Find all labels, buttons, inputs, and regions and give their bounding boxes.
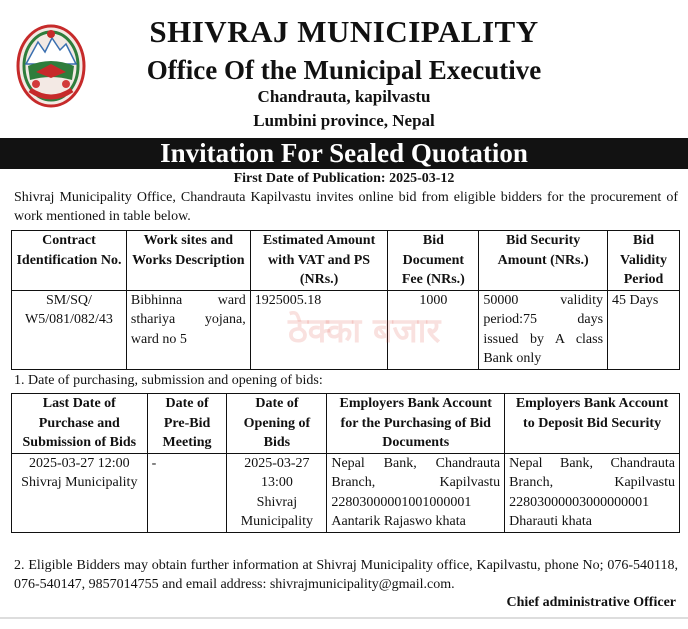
header-purchase-account: Employers Bank Account for the Purchasing of Bid Documents [327,394,505,454]
opening-place: Shivraj Municipality [240,494,314,529]
header-bid-validity: Bid Validity Period [608,231,680,291]
opening-date: 2025-03-27 [244,455,310,471]
cell-last-date: 2025-03-27 12:00 Shivraj Municipality [12,453,148,532]
header-contract-id: Contract Identification No. [12,231,127,291]
cell-opening [227,453,327,532]
bottom-divider [0,617,688,619]
cell-security: 50000 validity period:75 days issued by A class Bank only [479,290,608,369]
org-name: SHIVRAJ MUNICIPALITY [149,14,539,49]
cell-document-fee: 1000 [388,290,479,369]
table-header-row [12,394,680,454]
bid-details-table [11,230,680,370]
opening-time: 13:00 [260,475,293,490]
header-estimated-amount: Estimated Amount with VAT and PS (NRs.) [250,231,388,291]
address-line-1: Chandrauta, kapilvastu [257,87,431,106]
publication-date: First Date of Publication: 2025-03-12 [233,171,455,186]
bid-dates-table [11,393,680,533]
table-row [12,290,680,369]
header-document-fee: Bid Document Fee (NRs.) [388,231,479,291]
note-contact-info: 2. Eligible Bidders may obtain further information at Shivraj Municipality office, Kapilvastu, phone No; 076-540118, 076-540147, 9857014755 and email address: shivrajmunicipality@gmail.com. [14,558,678,592]
address-line-2: Lumbini province, Nepal [253,111,435,130]
table-header-row [12,231,680,291]
header-last-date: Last Date of Purchase and Submission of Bids [12,394,148,454]
intro-paragraph: Shivraj Municipality Office, Chandrauta Kapilvastu invites online bid from eligible bidders for the procurement of work mentioned in table below. [14,190,678,224]
header-work-description: Work sites and Works Description [126,231,250,291]
header-deposit-account: Employers Bank Account to Deposit Bid Security [505,394,680,454]
cell-validity: 45 Days [608,290,680,369]
notice-title-banner: Invitation For Sealed Quotation [0,138,688,169]
signature-title: Chief administrative Officer [506,595,676,610]
cell-purchase-account: Nepal Bank, Chandrauta Branch, Kapilvastu 22803000001001000001 Aantarik Rajaswo khata [327,453,505,532]
table-row [12,453,680,532]
cell-deposit-account: Nepal Bank, Chandrauta Branch, Kapilvastu 22803000003000000001 Dharauti khata [505,453,680,532]
office-name: Office Of the Municipal Executive [146,55,542,85]
header-opening-date: Date of Opening of Bids [227,394,327,454]
header-bid-security: Bid Security Amount (NRs.) [479,231,608,291]
cell-contract-id: SM/SQ/ W5/081/082/43 [12,290,127,369]
cell-prebid: - [147,453,227,532]
cell-description: Bibhinna ward sthariya yojana, ward no 5 [126,290,250,369]
cell-estimated-amount: 1925005.18 [250,290,388,369]
note-dates-heading: 1. Date of purchasing, submission and opening of bids: [14,373,323,388]
watermark-text: ठेक्का बजार [288,311,441,351]
header-prebid: Date of Pre-Bid Meeting [147,394,227,454]
